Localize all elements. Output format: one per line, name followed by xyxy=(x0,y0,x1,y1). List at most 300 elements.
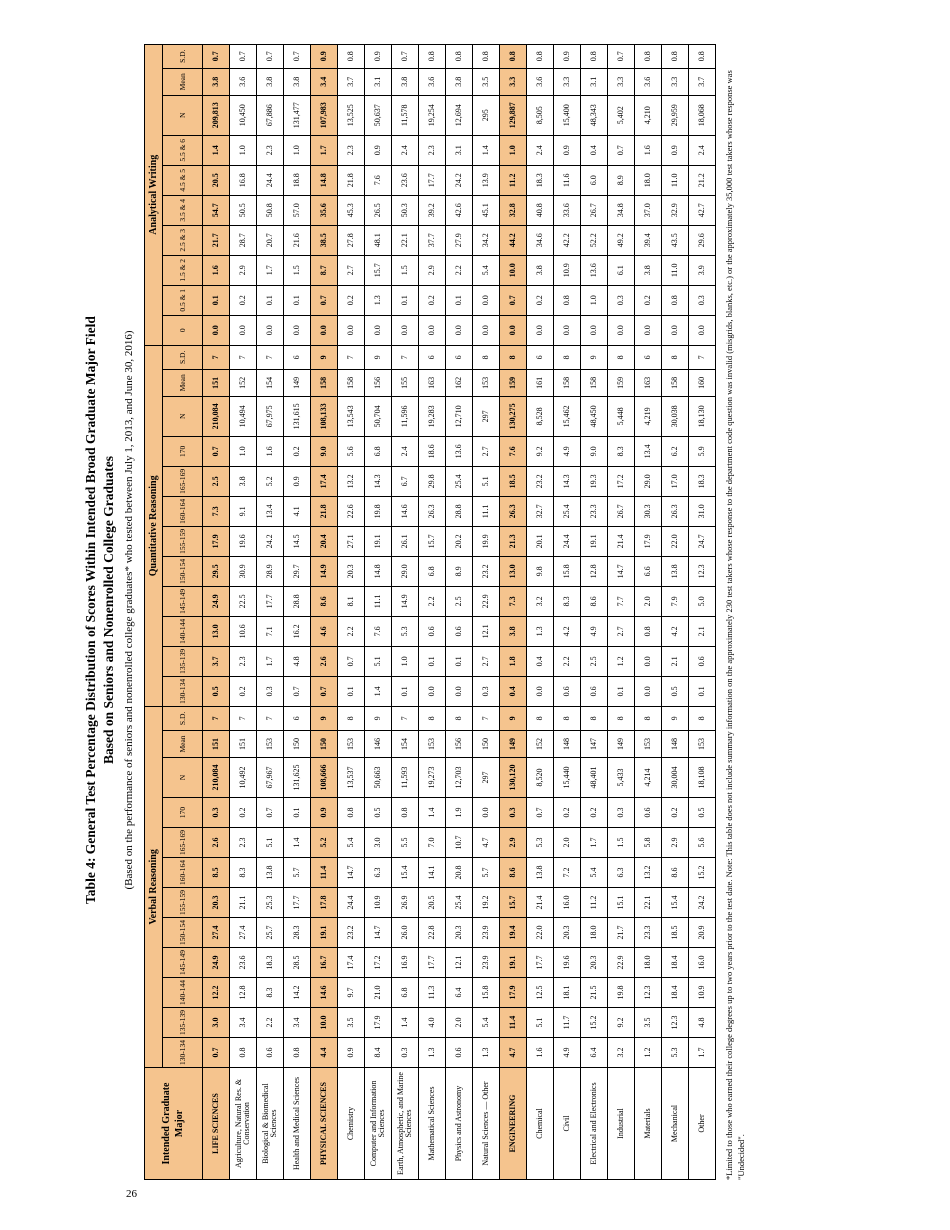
table-cell: 0.0 xyxy=(689,315,716,345)
table-cell: 0.3 xyxy=(203,798,230,828)
table-cell: 21.7 xyxy=(608,918,635,948)
table-cell: 5.1 xyxy=(257,828,284,858)
table-cell: 150 xyxy=(473,731,500,758)
table-cell: 20.7 xyxy=(257,225,284,255)
table-cell: 6.1 xyxy=(608,255,635,285)
table-cell: 0.8 xyxy=(554,285,581,315)
table-cell: 2.1 xyxy=(662,646,689,676)
table-cell: 9 xyxy=(311,345,338,369)
table-cell: 0.5 xyxy=(689,798,716,828)
table-cell: 52.2 xyxy=(581,225,608,255)
table-cell: 2.0 xyxy=(446,1008,473,1038)
row-label: Other xyxy=(689,1068,716,1180)
table-cell: 161 xyxy=(527,369,554,396)
column-header: 130-134 xyxy=(163,1038,203,1068)
table-cell: 45.1 xyxy=(473,195,500,225)
table-cell: 151 xyxy=(203,369,230,396)
table-cell: 8.6 xyxy=(581,586,608,616)
table-cell: 131,477 xyxy=(284,95,311,135)
table-cell: 25.3 xyxy=(257,888,284,918)
table-cell: 149 xyxy=(500,731,527,758)
table-cell: 42.6 xyxy=(446,195,473,225)
table-cell: 0.9 xyxy=(554,135,581,165)
table-body xyxy=(203,44,716,1179)
table-cell: 10.0 xyxy=(500,255,527,285)
section-header-verbal-reasoning: Verbal Reasoning xyxy=(145,706,163,1067)
table-title-line2: Based on Seniors and Nonenrolled College Graduates xyxy=(101,455,117,765)
table-cell: 2.4 xyxy=(527,135,554,165)
table-cell: 39.4 xyxy=(635,225,662,255)
column-header: S.D. xyxy=(163,44,203,68)
table-cell: 6 xyxy=(284,345,311,369)
table-row xyxy=(635,44,662,1179)
table-cell: 14.5 xyxy=(284,526,311,556)
table-cell: 0.8 xyxy=(338,44,365,68)
table-cell: 10.9 xyxy=(554,255,581,285)
table-cell: 28.7 xyxy=(230,225,257,255)
table-cell: 153 xyxy=(635,731,662,758)
table-cell: 17.9 xyxy=(365,1008,392,1038)
table-cell: 0.8 xyxy=(446,44,473,68)
table-cell: 0.2 xyxy=(284,436,311,466)
table-cell: 9 xyxy=(581,345,608,369)
table-cell: 3.4 xyxy=(311,68,338,95)
table-cell: 0.0 xyxy=(608,315,635,345)
row-label: Electrical and Electronics xyxy=(581,1068,608,1180)
table-cell: 107,983 xyxy=(311,95,338,135)
table-cell: 0.7 xyxy=(257,798,284,828)
table-cell: 2.1 xyxy=(689,616,716,646)
table-cell: 11.3 xyxy=(419,978,446,1008)
table-cell: 6.4 xyxy=(581,1038,608,1068)
table-cell: 5,402 xyxy=(608,95,635,135)
table-cell: 2.4 xyxy=(392,436,419,466)
table-cell: 5.6 xyxy=(689,828,716,858)
table-cell: 131,625 xyxy=(284,758,311,798)
table-cell: 3.5 xyxy=(338,1008,365,1038)
column-header: 2.5 & 3 xyxy=(163,225,203,255)
table-cell: 8,505 xyxy=(527,95,554,135)
table-cell: 3.4 xyxy=(230,1008,257,1038)
table-cell: 15,440 xyxy=(554,758,581,798)
table-cell: 25.4 xyxy=(446,466,473,496)
table-cell: 13.4 xyxy=(635,436,662,466)
table-cell: 0.3 xyxy=(473,676,500,706)
table-cell: 17.7 xyxy=(419,948,446,978)
table-cell: 20.3 xyxy=(446,918,473,948)
table-cell: 1.4 xyxy=(392,1008,419,1038)
table-cell: 1.5 xyxy=(284,255,311,285)
table-cell: 26.7 xyxy=(608,496,635,526)
table-cell: 0.0 xyxy=(662,315,689,345)
table-cell: 158 xyxy=(311,369,338,396)
table-cell: 29.8 xyxy=(419,466,446,496)
table-cell: 20.5 xyxy=(419,888,446,918)
row-label: Chemistry xyxy=(338,1068,365,1180)
table-cell: 21.7 xyxy=(203,225,230,255)
table-cell: 13.6 xyxy=(581,255,608,285)
table-header xyxy=(145,44,203,1179)
table-cell: 154 xyxy=(392,731,419,758)
table-cell: 26.5 xyxy=(365,195,392,225)
table-cell: 0.0 xyxy=(473,285,500,315)
table-cell: 0.7 xyxy=(608,135,635,165)
table-cell: 0.8 xyxy=(635,44,662,68)
table-cell: 5.2 xyxy=(311,828,338,858)
table-cell: 13.4 xyxy=(257,496,284,526)
table-cell: 0.8 xyxy=(662,44,689,68)
table-cell: 24.2 xyxy=(689,888,716,918)
table-cell: 13.2 xyxy=(338,466,365,496)
table-cell: 4.7 xyxy=(473,828,500,858)
table-cell: 24.4 xyxy=(338,888,365,918)
table-cell: 0.7 xyxy=(392,44,419,68)
table-cell: 0.9 xyxy=(284,466,311,496)
table-cell: 0.3 xyxy=(500,798,527,828)
table-cell: 32.8 xyxy=(500,195,527,225)
table-cell: 1.7 xyxy=(689,1038,716,1068)
table-cell: 2.0 xyxy=(554,828,581,858)
table-cell: 2.2 xyxy=(338,616,365,646)
table-cell: 159 xyxy=(500,369,527,396)
column-header: 160-164 xyxy=(163,496,203,526)
table-cell: 24.4 xyxy=(554,526,581,556)
table-cell: 0.0 xyxy=(473,315,500,345)
table-cell: 0.8 xyxy=(581,44,608,68)
table-cell: 8 xyxy=(473,345,500,369)
table-cell: 151 xyxy=(230,731,257,758)
column-header: 155-159 xyxy=(163,888,203,918)
table-cell: 7.2 xyxy=(554,858,581,888)
table-cell: 5.4 xyxy=(473,255,500,285)
table-cell: 14.3 xyxy=(554,466,581,496)
table-cell: 13,525 xyxy=(338,95,365,135)
table-cell: 25.4 xyxy=(446,888,473,918)
table-cell: 12.3 xyxy=(662,1008,689,1038)
table-cell: 2.2 xyxy=(554,646,581,676)
table-cell: 0.0 xyxy=(554,315,581,345)
table-row xyxy=(230,44,257,1179)
table-cell: 34.6 xyxy=(527,225,554,255)
table-cell: 18.1 xyxy=(554,978,581,1008)
table-cell: 7 xyxy=(230,706,257,730)
table-cell: 4.1 xyxy=(284,496,311,526)
table-cell: 19.2 xyxy=(473,888,500,918)
row-label: Civil xyxy=(554,1068,581,1180)
table-cell: 22.9 xyxy=(608,948,635,978)
table-cell: 0.0 xyxy=(527,315,554,345)
table-cell: 12.5 xyxy=(527,978,554,1008)
table-cell: 10.6 xyxy=(230,616,257,646)
table-cell: 160 xyxy=(689,369,716,396)
table-cell: 28.8 xyxy=(284,586,311,616)
table-cell: 23.3 xyxy=(581,496,608,526)
table-cell: 24.2 xyxy=(257,526,284,556)
table-cell: 4.0 xyxy=(419,1008,446,1038)
table-cell: 17.0 xyxy=(662,466,689,496)
table-cell: 2.4 xyxy=(689,135,716,165)
table-cell: 29.5 xyxy=(203,556,230,586)
table-cell: 7 xyxy=(203,706,230,730)
table-cell: 11,596 xyxy=(392,396,419,436)
table-cell: 3.7 xyxy=(689,68,716,95)
table-cell: 0.2 xyxy=(419,285,446,315)
table-cell: 8,520 xyxy=(527,758,554,798)
table-cell: 8.5 xyxy=(203,858,230,888)
table-cell: 2.5 xyxy=(446,586,473,616)
table-cell: 9 xyxy=(311,706,338,730)
table-cell: 3.5 xyxy=(473,68,500,95)
table-cell: 0.0 xyxy=(419,315,446,345)
table-cell: 48,343 xyxy=(581,95,608,135)
table-cell: 153 xyxy=(257,731,284,758)
table-cell: 15,400 xyxy=(554,95,581,135)
table-cell: 295 xyxy=(473,95,500,135)
table-cell: 11.6 xyxy=(554,165,581,195)
table-cell: 3.8 xyxy=(392,68,419,95)
table-cell: 0.5 xyxy=(662,676,689,706)
table-cell: 2.7 xyxy=(473,436,500,466)
table-cell: 9 xyxy=(365,345,392,369)
column-header: Mean xyxy=(163,369,203,396)
table-cell: 22.9 xyxy=(473,586,500,616)
table-cell: 0.6 xyxy=(446,1038,473,1068)
table-cell: 1.9 xyxy=(446,798,473,828)
table-cell: 13,543 xyxy=(338,396,365,436)
table-cell: 7 xyxy=(473,706,500,730)
table-cell: 19.8 xyxy=(365,496,392,526)
table-cell: 0.0 xyxy=(635,646,662,676)
table-cell: 14.7 xyxy=(365,918,392,948)
table-cell: 16.9 xyxy=(392,948,419,978)
table-cell: 9.2 xyxy=(608,1008,635,1038)
table-cell: 0.9 xyxy=(311,44,338,68)
table-cell: 0.3 xyxy=(257,676,284,706)
table-cell: 2.9 xyxy=(500,828,527,858)
table-cell: 0.6 xyxy=(635,798,662,828)
table-cell: 21.2 xyxy=(689,165,716,195)
row-header-label: Intended Graduate Major xyxy=(145,1068,203,1180)
table-cell: 0.1 xyxy=(392,676,419,706)
table-cell: 3.6 xyxy=(230,68,257,95)
table-cell: 0.0 xyxy=(446,676,473,706)
table-cell: 0.8 xyxy=(635,616,662,646)
table-cell: 153 xyxy=(689,731,716,758)
table-cell: 8 xyxy=(635,706,662,730)
table-cell: 18.5 xyxy=(662,918,689,948)
table-cell: 14.8 xyxy=(311,165,338,195)
column-header: Mean xyxy=(163,731,203,758)
header-group-row xyxy=(145,44,163,1179)
table-cell: 1.5 xyxy=(608,828,635,858)
table-cell: 12.8 xyxy=(230,978,257,1008)
section-header-quantitative-reasoning: Quantitative Reasoning xyxy=(145,345,163,706)
table-cell: 13.9 xyxy=(473,165,500,195)
table-cell: 50.5 xyxy=(230,195,257,225)
table-cell: 3.8 xyxy=(500,616,527,646)
table-cell: 13.2 xyxy=(635,858,662,888)
category-row xyxy=(500,44,527,1179)
column-header: S.D. xyxy=(163,345,203,369)
column-header: Mean xyxy=(163,68,203,95)
table-cell: 151 xyxy=(203,731,230,758)
table-cell: 8 xyxy=(500,345,527,369)
table-cell: 18.8 xyxy=(284,165,311,195)
table-cell: 0.7 xyxy=(203,436,230,466)
table-cell: 4.2 xyxy=(662,616,689,646)
table-cell: 5.6 xyxy=(338,436,365,466)
table-cell: 15.7 xyxy=(419,526,446,556)
table-cell: 0.4 xyxy=(500,676,527,706)
table-cell: 19.1 xyxy=(365,526,392,556)
table-cell: 1.2 xyxy=(635,1038,662,1068)
table-cell: 24.4 xyxy=(257,165,284,195)
column-header: 1.5 & 2 xyxy=(163,255,203,285)
table-cell: 0.5 xyxy=(365,798,392,828)
table-cell: 7.6 xyxy=(365,165,392,195)
table-cell: 3.2 xyxy=(527,586,554,616)
table-cell: 4.8 xyxy=(284,646,311,676)
table-cell: 26.1 xyxy=(392,526,419,556)
table-cell: 26.7 xyxy=(581,195,608,225)
table-cell: 14.7 xyxy=(608,556,635,586)
table-cell: 153 xyxy=(338,731,365,758)
table-cell: 28.8 xyxy=(446,496,473,526)
table-cell: 22.1 xyxy=(635,888,662,918)
table-cell: 3.3 xyxy=(608,68,635,95)
table-cell: 28.3 xyxy=(284,918,311,948)
table-cell: 5.0 xyxy=(689,586,716,616)
table-cell: 29.0 xyxy=(392,556,419,586)
table-cell: 0.9 xyxy=(338,1038,365,1068)
table-cell: 20.3 xyxy=(554,918,581,948)
table-cell: 9.7 xyxy=(338,978,365,1008)
table-cell: 20.1 xyxy=(527,526,554,556)
table-cell: 2.7 xyxy=(473,646,500,676)
table-cell: 8 xyxy=(581,706,608,730)
table-cell: 0.0 xyxy=(473,798,500,828)
table-cell: 0.7 xyxy=(311,285,338,315)
table-cell: 3.8 xyxy=(203,68,230,95)
table-cell: 50.8 xyxy=(257,195,284,225)
table-cell: 21.1 xyxy=(230,888,257,918)
row-label: Computer and Information Sciences xyxy=(365,1068,392,1180)
table-cell: 0.7 xyxy=(203,44,230,68)
table-title-line1: Table 4: General Test Percentage Distribution of Scores Within Intended Broad Graduate Major Field xyxy=(83,316,98,904)
table-cell: 0.6 xyxy=(446,616,473,646)
table-cell: 10,494 xyxy=(230,396,257,436)
table-cell: 2.6 xyxy=(203,828,230,858)
table-cell: 6.4 xyxy=(446,978,473,1008)
table-cell: 39.2 xyxy=(419,195,446,225)
table-cell: 7.0 xyxy=(419,828,446,858)
table-cell: 0.0 xyxy=(635,676,662,706)
table-cell: 3.2 xyxy=(608,1038,635,1068)
table-row xyxy=(473,44,500,1179)
table-cell: 0.2 xyxy=(554,798,581,828)
table-cell: 8 xyxy=(446,706,473,730)
table-cell: 158 xyxy=(662,369,689,396)
table-cell: 10.9 xyxy=(365,888,392,918)
table-cell: 17.4 xyxy=(338,948,365,978)
table-cell: 14.8 xyxy=(365,556,392,586)
table-cell: 5.5 xyxy=(392,828,419,858)
table-cell: 15.2 xyxy=(689,858,716,888)
table-cell: 14.3 xyxy=(365,466,392,496)
table-cell: 0.9 xyxy=(365,135,392,165)
table-cell: 0.0 xyxy=(392,315,419,345)
column-header: 170 xyxy=(163,798,203,828)
table-cell: 26.0 xyxy=(392,918,419,948)
table-cell: 9.0 xyxy=(581,436,608,466)
table-row xyxy=(527,44,554,1179)
table-cell: 7 xyxy=(338,345,365,369)
table-cell: 2.5 xyxy=(581,646,608,676)
table-cell: 1.0 xyxy=(284,135,311,165)
table-cell: 0.0 xyxy=(230,315,257,345)
table-cell: 17.7 xyxy=(284,888,311,918)
table-cell: 3.8 xyxy=(635,255,662,285)
table-cell: 2.5 xyxy=(203,466,230,496)
table-cell: 0.2 xyxy=(230,676,257,706)
table-cell: 11.7 xyxy=(554,1008,581,1038)
table-cell: 0.2 xyxy=(527,285,554,315)
table-cell: 21.5 xyxy=(581,978,608,1008)
table-cell: 8.9 xyxy=(608,165,635,195)
table-cell: 153 xyxy=(419,731,446,758)
table-cell: 2.3 xyxy=(230,646,257,676)
table-cell: 42.2 xyxy=(554,225,581,255)
table-cell: 19.4 xyxy=(500,918,527,948)
table-cell: 3.1 xyxy=(365,68,392,95)
row-label: LIFE SCIENCES xyxy=(203,1068,230,1180)
table-cell: 0.8 xyxy=(419,44,446,68)
table-cell: 22.0 xyxy=(527,918,554,948)
table-cell: 5.3 xyxy=(392,616,419,646)
table-cell: 8.6 xyxy=(662,858,689,888)
table-cell: 162 xyxy=(446,369,473,396)
header-columns-row xyxy=(163,44,203,1179)
table-cell: 12.3 xyxy=(689,556,716,586)
column-header: 3.5 & 4 xyxy=(163,195,203,225)
table-cell: 297 xyxy=(473,396,500,436)
table-cell: 5.1 xyxy=(527,1008,554,1038)
column-header: 165-169 xyxy=(163,828,203,858)
table-cell: 26.3 xyxy=(419,496,446,526)
table-cell: 2.2 xyxy=(257,1008,284,1038)
table-cell: 8.9 xyxy=(446,556,473,586)
column-header: S.D. xyxy=(163,706,203,730)
table-cell: 33.6 xyxy=(554,195,581,225)
table-cell: 19.6 xyxy=(230,526,257,556)
table-cell: 38.5 xyxy=(311,225,338,255)
score-distribution-table xyxy=(144,44,716,1180)
table-cell: 11.2 xyxy=(581,888,608,918)
table-cell: 0.8 xyxy=(689,44,716,68)
table-cell: 2.9 xyxy=(419,255,446,285)
table-cell: 8.1 xyxy=(338,586,365,616)
table-cell: 50,704 xyxy=(365,396,392,436)
column-header: 4.5 & 5 xyxy=(163,165,203,195)
table-row xyxy=(446,44,473,1179)
table-cell: 12.3 xyxy=(635,978,662,1008)
table-cell: 4,219 xyxy=(635,396,662,436)
table-cell: 0.7 xyxy=(500,285,527,315)
table-cell: 0.8 xyxy=(662,285,689,315)
table-cell: 9.0 xyxy=(311,436,338,466)
table-cell: 4.9 xyxy=(581,616,608,646)
table-cell: 18.0 xyxy=(581,918,608,948)
